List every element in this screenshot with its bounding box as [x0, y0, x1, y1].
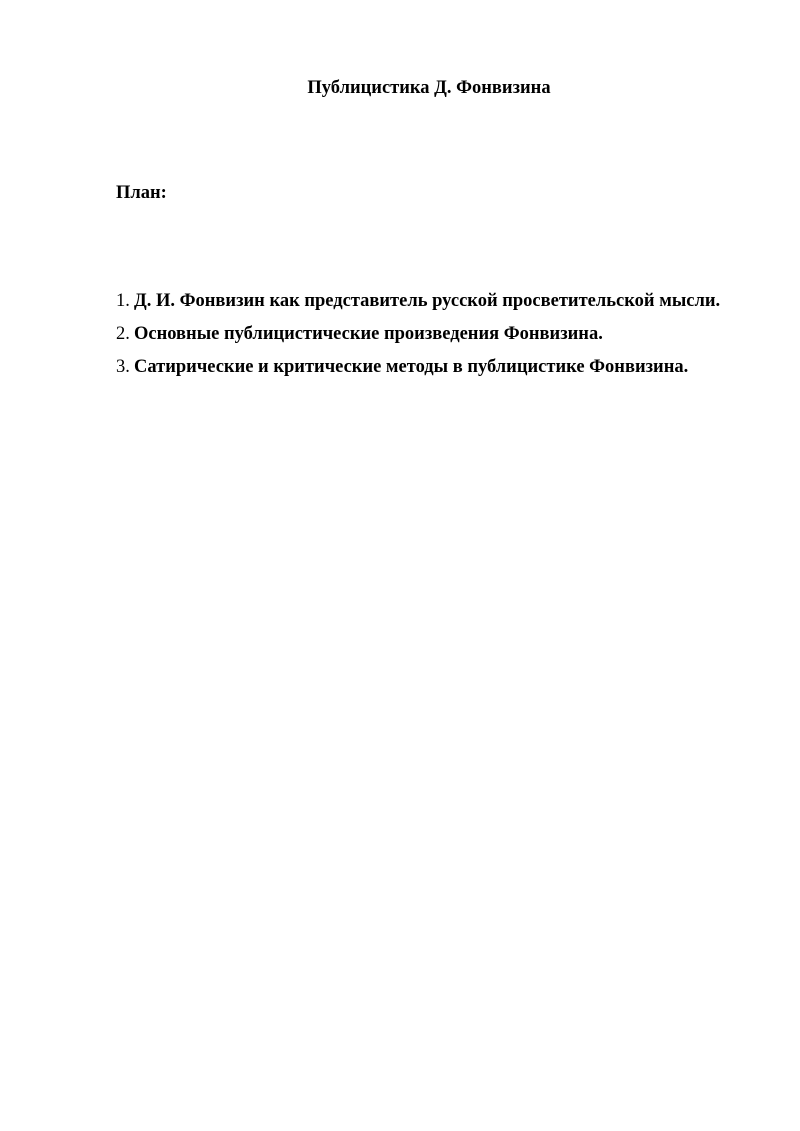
list-item: [116, 285, 743, 317]
plan-list: [116, 285, 743, 384]
list-item-text: Д. И. Фонвизин как представитель русской просветительской мысли.: [134, 291, 721, 311]
list-item-text: Основные публицистические произведения Фонвизина.: [134, 324, 603, 344]
list-item-number: 3.: [116, 357, 130, 377]
list-item-number: 1.: [116, 291, 130, 311]
list-item: [116, 318, 743, 350]
plan-heading: План:: [116, 183, 167, 203]
document-title: Публицистика Д. Фонвизина: [307, 78, 551, 98]
list-item: [116, 351, 743, 383]
list-item-number: 2.: [116, 324, 130, 344]
list-item-text: Сатирические и критические методы в публицистике Фонвизина.: [134, 357, 689, 377]
